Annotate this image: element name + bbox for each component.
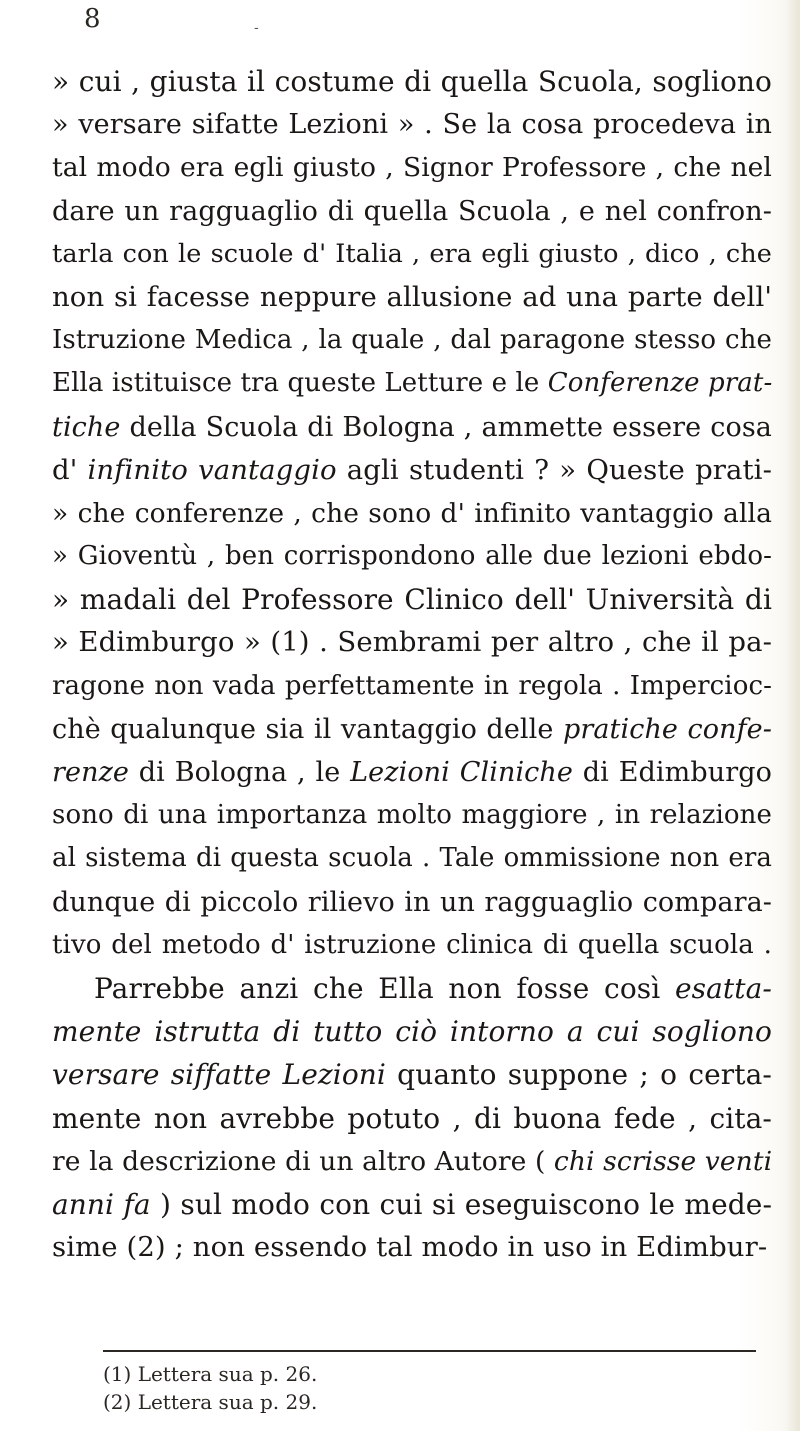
body-text [52,60,772,1269]
text-segment: » versare sifatte Lezioni » . Se la cosa procedeva in [52,109,772,141]
text-line [52,837,772,880]
text-segment: » Gioventù , ben corrispondono alle due lezioni ebdo- [52,541,772,572]
text-segment: chè qualunque sia il vantaggio delle [52,713,563,745]
text-segment: di Edimburgo [572,757,772,788]
text-segment: tarla con le scuole d' Italia , era egli giusto , dico , che [52,238,772,269]
text-segment: non si facesse neppure allusione ad una parte dell' [52,280,772,313]
text-segment: ragone non vada perfettamente in regola . Impercioc- [52,670,772,701]
text-segment: agli studenti ? » Queste prati- [336,453,772,486]
text-line [52,1097,772,1140]
text-segment: tivo del metodo d' istruzione clinica di quella scuola . [52,929,772,960]
text-segment: » che conferenze , che sono d' infinito vantaggio alla [52,497,772,529]
text-line [52,233,772,276]
text-line [52,103,772,146]
text-segment: al sistema di questa scuola . Tale ommissione non era [52,843,772,874]
text-line [52,276,772,319]
text-segment: Parrebbe anzi che Ella non fosse così [94,971,675,1005]
text-segment: » cui , giusta il costume di quella Scuola, sogliono [52,65,772,98]
italic-segment: mente istrutta di tutto ciò intorno a cui sogliono [52,1015,772,1049]
footnotes [103,1360,743,1416]
footnote-rule [103,1350,756,1352]
italic-segment: esatta- [675,971,772,1005]
page-number: 8 [84,4,101,34]
text-line [52,967,772,1010]
page-edge-shadow [786,0,800,1431]
text-line [52,60,772,103]
italic-segment: Conferenze prat- [547,368,773,399]
text-segment: sono di una importanza molto maggiore , in relazione [52,800,772,831]
text-line [52,794,772,837]
text-line [52,665,772,708]
italic-segment: infinito vantaggio [87,453,337,486]
text-line [52,621,772,664]
text-line [52,449,772,492]
text-segment: ) sul modo con cui si eseguiscono le mede- [150,1187,773,1221]
italic-segment: renze [52,757,129,788]
stray-ink-mark: - [254,20,259,36]
italic-segment: Lezioni Cliniche [350,757,573,788]
text-segment: della Scuola di Bologna , ammette essere cosa [120,411,772,443]
text-segment: d' [52,453,88,486]
text-line [52,1053,772,1096]
text-line [52,406,772,449]
text-segment: quanto suppone ; o certa- [385,1058,772,1092]
text-line [52,1140,772,1183]
text-segment: tal modo era egli giusto , Signor Professore , che nel [52,152,772,184]
text-segment: dunque di piccolo rilievo in un ragguaglio compara- [52,886,772,918]
text-line [52,1226,772,1269]
text-line [52,362,772,405]
text-line [52,1010,772,1053]
text-segment: re la descrizione di un altro Autore ( [52,1145,554,1177]
italic-segment: anni fa [52,1187,151,1221]
text-segment: mente non avrebbe potuto , di buona fede , cita- [52,1101,772,1135]
text-line [52,924,772,967]
footnote-1: (1) Lettera sua p. 26. [103,1362,318,1386]
text-line [52,190,772,233]
text-line [52,492,772,535]
text-line [52,535,772,578]
italic-segment: pratiche confe- [562,713,772,745]
text-line [52,751,772,794]
text-line [52,146,772,189]
text-segment: Ella istituisce tra queste Letture e le [52,368,548,399]
text-segment: » Edimburgo » (1) . Sembrami per altro , che il pa- [52,626,772,659]
italic-segment: versare siffatte Lezioni [52,1058,386,1092]
footnote-2: (2) Lettera sua p. 29. [103,1390,318,1414]
text-line [52,708,772,751]
text-line [52,319,772,362]
text-segment: di Bologna , le [128,757,351,788]
text-segment: Istruzione Medica , la quale , dal paragone stesso che [52,325,772,356]
text-line [52,578,772,621]
italic-segment: tiche [52,411,121,443]
text-segment: dare un ragguaglio di quella Scuola , e nel confron- [52,195,772,227]
text-segment: » madali del Professore Clinico dell' Università di [52,583,772,617]
text-segment: sime (2) ; non essendo tal modo in uso in Edimbur- [52,1231,768,1264]
italic-segment: chi scrisse venti [553,1145,773,1177]
text-line [52,1183,772,1226]
text-line [52,881,772,924]
